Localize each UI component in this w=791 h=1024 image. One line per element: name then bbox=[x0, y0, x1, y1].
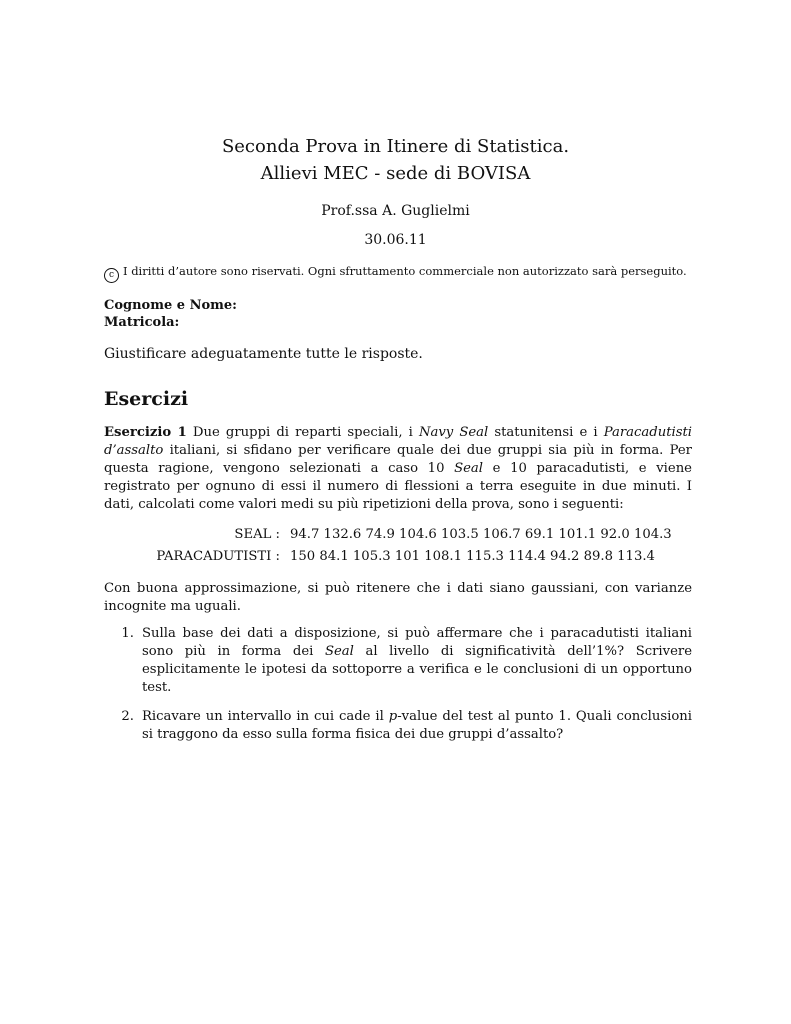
exercise-intro bbox=[104, 424, 692, 514]
date: 30.06.11 bbox=[364, 232, 427, 248]
name-label: Cognome e Nome: bbox=[104, 298, 237, 313]
section-title: Esercizi bbox=[104, 388, 189, 410]
list-item bbox=[104, 708, 692, 744]
data-row-paracadutisti bbox=[104, 546, 692, 568]
data-values: 94.7 132.6 74.9 104.6 103.5 106.7 69.1 101.1 92.0 104.3 bbox=[290, 527, 672, 542]
document-title: Seconda Prova in Itinere di Statistica. bbox=[221, 136, 570, 157]
q1-seal-term: Seal bbox=[324, 644, 354, 659]
intro-text-b: statunitensi e i bbox=[488, 425, 604, 440]
item-number: 2. bbox=[121, 709, 134, 724]
data-group-name: SEAL : bbox=[234, 527, 280, 542]
question-text bbox=[142, 625, 692, 697]
question-text bbox=[142, 708, 692, 744]
instruction: Giustificare adeguatamente tutte le risposte. bbox=[104, 346, 423, 362]
q2-p-symbol: p bbox=[388, 709, 398, 724]
seal-term: Seal bbox=[454, 461, 484, 476]
document-subtitle: Allievi MEC - sede di BOVISA bbox=[260, 163, 531, 184]
data-group-name: PARACADUTISTI : bbox=[156, 549, 280, 564]
assumption-text: Con buona approssimazione, si può ritenere che i dati siano gaussiani, con varianze incognite ma uguali. bbox=[104, 581, 692, 614]
copyright-notice bbox=[104, 264, 704, 283]
navy-seal-term: Navy Seal bbox=[418, 425, 489, 440]
intro-text-c: italiani, si sfidano per verificare quale dei due gruppi sia più in forma. Per questa ragione, vengono selezionati a caso 10 bbox=[104, 443, 692, 476]
q2-text-a: Ricavare un intervallo in cui cade il bbox=[142, 709, 389, 724]
item-number: 1. bbox=[121, 626, 134, 641]
exercise-label: Esercizio 1 bbox=[104, 425, 187, 440]
question-list bbox=[104, 625, 692, 755]
paracadutisti-term: Paracadutisti d’assalto bbox=[104, 425, 692, 458]
copyright-icon: c bbox=[104, 268, 119, 283]
copyright-text: I diritti d’autore sono riservati. Ogni sfruttamento commerciale non autorizzato sarà perseguito. bbox=[123, 264, 687, 278]
data-values: 150 84.1 105.3 101 108.1 115.3 114.4 94.2 89.8 113.4 bbox=[290, 549, 655, 564]
author: Prof.ssa A. Guglielmi bbox=[321, 203, 470, 219]
intro-text-a: Due gruppi di reparti speciali, i bbox=[186, 425, 419, 440]
q1-text-a: Sulla base dei dati a disposizione, si può affermare che i paracadutisti italiani sono più in forma dei bbox=[142, 626, 692, 659]
q2-text-b: -value del test al punto 1. Quali conclusioni si traggono da esso sulla forma fisica dei due gruppi d’assalto? bbox=[142, 709, 692, 742]
id-label: Matricola: bbox=[104, 315, 180, 330]
q1-text-b: al livello di significatività dell’1%? Scrivere esplicitamente le ipotesi da sottoporre a verifica e le conclusioni di un opportuno test. bbox=[142, 644, 692, 695]
intro-text-d: e 10 paracadutisti, e viene registrato per ognuno di essi il numero di flessioni a terra eseguite in due minuti. I dati, calcolati come valori medi su più ripetizioni della prova, sono i seguenti: bbox=[104, 461, 692, 512]
list-item bbox=[104, 625, 692, 697]
data-row-seal bbox=[104, 524, 692, 546]
data-table bbox=[104, 524, 692, 568]
